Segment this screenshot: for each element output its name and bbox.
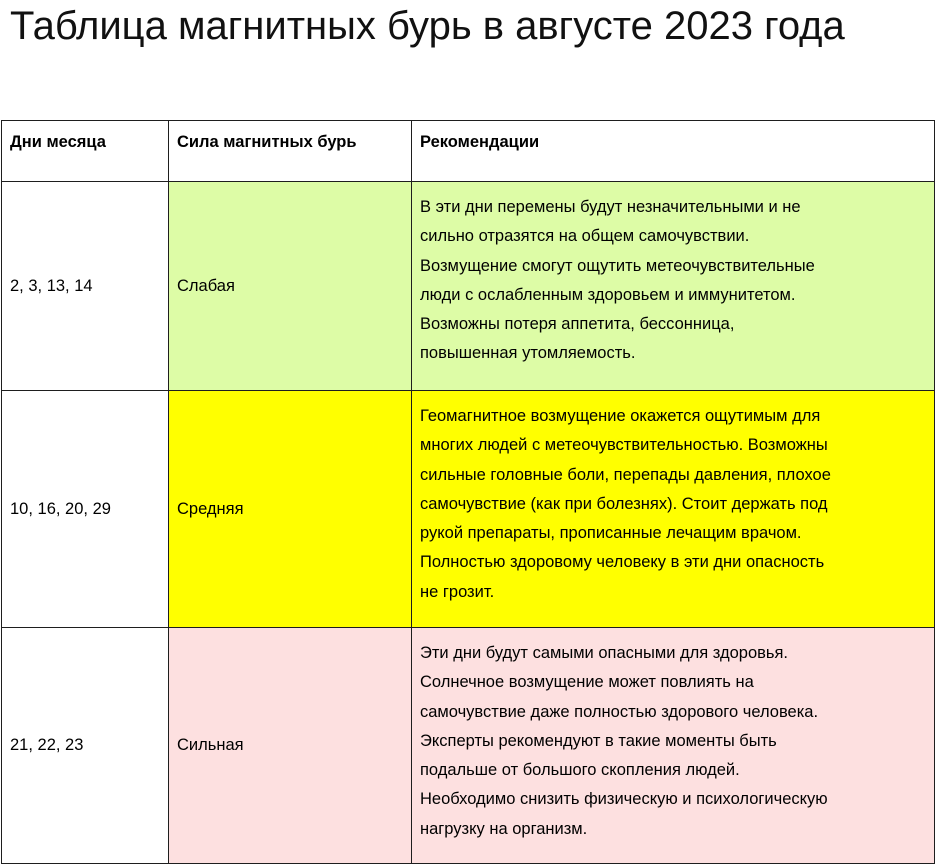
header-recommendations: Рекомендации — [412, 121, 935, 182]
table-row — [2, 628, 935, 864]
days-cell: 2, 3, 13, 14 — [2, 182, 169, 391]
recommendation-line: повышенная утомляемость. — [420, 344, 636, 363]
recommendation-cell — [412, 628, 935, 864]
table-row — [2, 391, 935, 628]
recommendation-line: не грозит. — [420, 582, 495, 601]
table-header-row — [2, 121, 935, 182]
recommendation-line: нагрузку на организм. — [420, 819, 588, 838]
table-row — [2, 182, 935, 391]
header-days: Дни месяца — [2, 121, 169, 182]
magnetic-storm-table — [1, 120, 935, 864]
strength-cell: Сильная — [169, 628, 412, 864]
recommendation-line: сильные головные боли, перепады давления, плохое — [420, 465, 831, 484]
recommendation-cell — [412, 391, 935, 628]
days-cell: 10, 16, 20, 29 — [2, 391, 169, 628]
recommendation-line: люди с ослабленным здоровьем и иммунитетом. — [420, 285, 796, 304]
days-cell: 21, 22, 23 — [2, 628, 169, 864]
recommendation-line: сильно отразятся на общем самочувствии. — [420, 227, 750, 246]
recommendation-line: рукой препараты, прописанные лечащим врачом. — [420, 524, 802, 543]
recommendation-line: Эти дни будут самыми опасными для здоровья. — [420, 644, 789, 662]
recommendation-line: Солнечное возмущение может повлиять на — [420, 673, 754, 692]
strength-cell: Средняя — [169, 391, 412, 628]
strength-cell: Слабая — [169, 182, 412, 391]
recommendation-cell — [412, 182, 935, 391]
recommendation-line: Эксперты рекомендуют в такие моменты быть — [420, 731, 777, 750]
header-strength: Сила магнитных бурь — [169, 121, 412, 182]
recommendation-line: Необходимо снизить физическую и психологическую — [420, 790, 828, 809]
recommendation-line: Геомагнитное возмущение окажется ощутимым для — [420, 407, 821, 425]
recommendation-line: самочувствие (как при болезнях). Стоит держать под — [420, 494, 828, 513]
recommendation-line: В эти дни перемены будут незначительными и не — [420, 198, 801, 216]
recommendation-line: Возможны потеря аппетита, бессонница, — [420, 315, 735, 334]
recommendation-line: самочувствие даже полностью здорового человека. — [420, 702, 819, 721]
page-title: Таблица магнитных бурь в августе 2023 года — [10, 4, 845, 48]
recommendation-line: многих людей с метеочувствительностью. Возможны — [420, 436, 828, 455]
recommendation-line: Возмущение смогут ощутить метеочувствительные — [420, 256, 815, 275]
recommendation-line: подальше от большого скопления людей. — [420, 761, 740, 780]
recommendation-line: Полностью здоровому человеку в эти дни опасность — [420, 553, 825, 572]
